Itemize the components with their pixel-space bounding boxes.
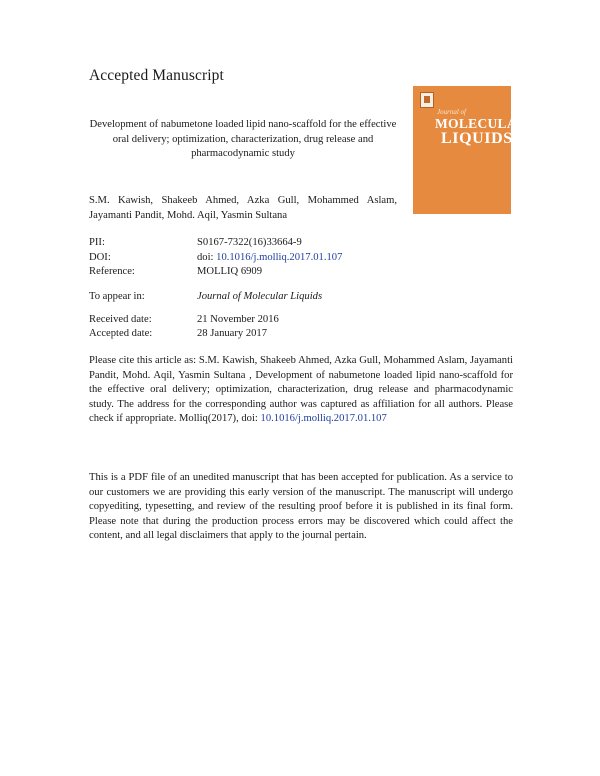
manuscript-heading: Accepted Manuscript xyxy=(89,67,224,84)
pii-value: S0167-7322(16)33664-9 xyxy=(197,237,302,248)
doi-value-wrap xyxy=(197,251,342,265)
received-label: Received date: xyxy=(89,314,152,325)
accepted-value: 28 January 2017 xyxy=(197,328,268,339)
doi-prefix: doi: xyxy=(197,252,214,263)
citation-doi-link[interactable]: 10.1016/j.molliq.2017.01.107 xyxy=(260,413,387,425)
journal-name: Journal of Molecular Liquids xyxy=(197,291,323,302)
journal-cover-image xyxy=(413,86,527,214)
received-value: 21 November 2016 xyxy=(197,314,279,325)
elsevier-logo-icon xyxy=(420,92,434,108)
cover-journal-of: Journal of xyxy=(437,108,466,116)
accepted-label: Accepted date: xyxy=(89,328,153,339)
article-title: Development of nabumetone loaded lipid nano-scaffold for the effective oral delivery; optimization, characterization, drug release and pharmacodynamic study xyxy=(89,119,397,160)
pii-label: PII: xyxy=(89,237,105,248)
author-list: S.M. Kawish, Shakeeb Ahmed, Azka Gull, Mohammed Aslam, Jayamanti Pandit, Mohd. Aqil, Yasmin Sultana xyxy=(89,195,397,221)
appear-label: To appear in: xyxy=(89,291,145,302)
cover-molecular: MOLECULAR xyxy=(435,116,527,131)
citation-text: Please cite this article as: S.M. Kawish, Shakeeb Ahmed, Azka Gull, Mohammed Aslam, Jayamanti Pandit, Mohd. Aqil, Yasmin Sultana , Development of nabumetone loaded lipid nano-scaffold for the effective oral delivery; optimization, characterization, drug release and pharmacodynamic study. The address for the corresponding author was captured as affiliation for all authors. Please check if appropriate. Molliq(2017), doi: xyxy=(89,355,513,425)
citation-paragraph xyxy=(89,354,513,427)
cover-liquids: LIQUIDS xyxy=(441,130,513,147)
reference-label: Reference: xyxy=(89,266,135,277)
disclaimer-paragraph: This is a PDF file of an unedited manuscript that has been accepted for publication. As a service to our customers we are providing this early version of the manuscript. The manuscript will undergo copyediting, typesetting, and review of the resulting proof before it is published in its final form. Please note that during the production process errors may be discovered which could affect the content, and all legal disclaimers that apply to the journal pertain. xyxy=(89,472,513,542)
reference-value: MOLLIQ 6909 xyxy=(197,266,263,277)
doi-label: DOI: xyxy=(89,252,111,263)
doi-link[interactable]: 10.1016/j.molliq.2017.01.107 xyxy=(216,252,343,263)
